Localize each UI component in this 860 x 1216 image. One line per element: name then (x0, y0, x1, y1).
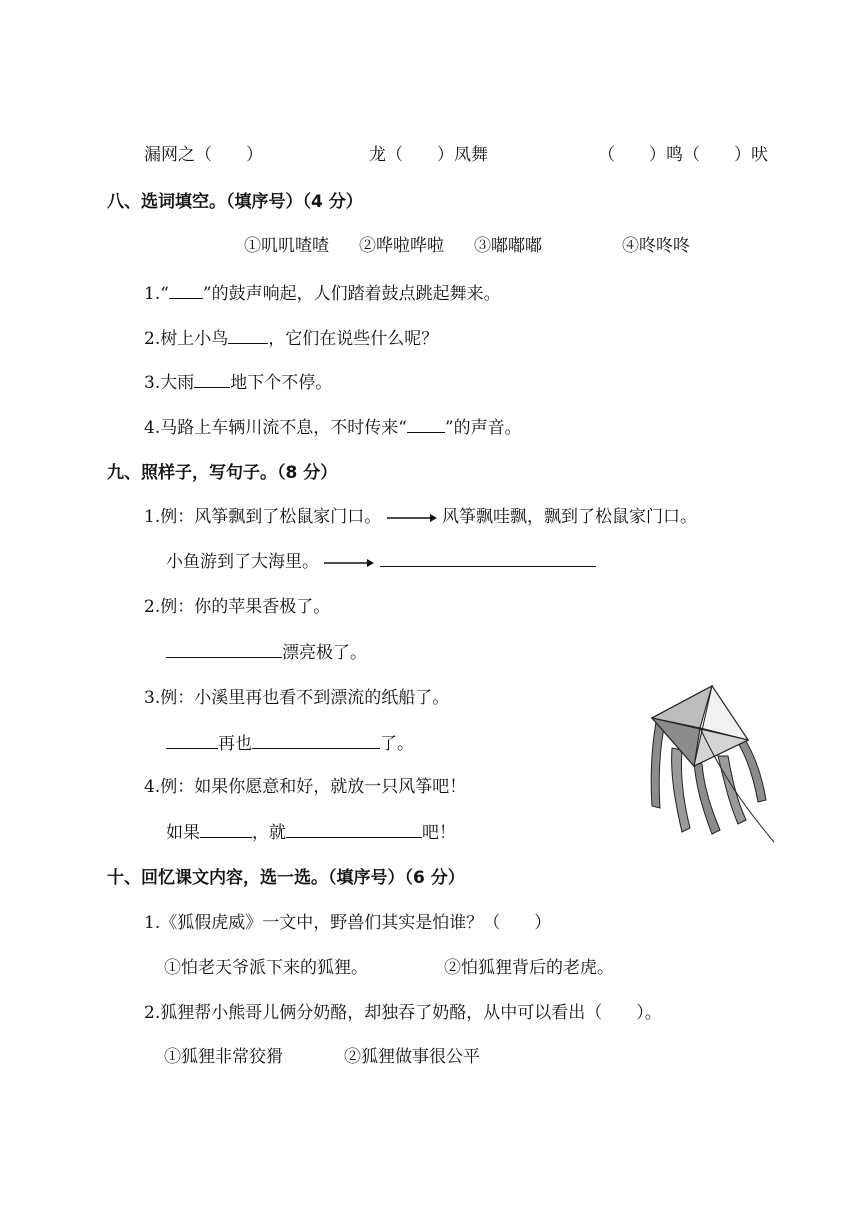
answer-blank[interactable] (166, 640, 282, 658)
kite-illustration (642, 684, 776, 844)
sentence-task-4 (166, 820, 456, 845)
answer-blank[interactable] (380, 549, 596, 567)
question-text: ”的鼓声响起，人们踏着鼓点跳起舞来。 (202, 284, 501, 304)
idiom-blank-2: 龙（ ）凤舞 (369, 145, 488, 165)
recall-q2-option-2: ②狐狸做事很公平 (344, 1047, 480, 1067)
fill-question-1 (144, 281, 501, 306)
arrow-right-icon (324, 557, 374, 569)
word-option-3: ③嘟嘟嘟 (474, 236, 542, 256)
fill-question-2 (144, 326, 438, 351)
task-text: ，就 (252, 823, 286, 843)
question-text: 2.树上小鸟 (144, 329, 229, 349)
arrow-right-icon (387, 512, 437, 524)
recall-q1-option-1: ①怕老天爷派下来的狐狸。 (164, 958, 368, 978)
task-text: 如果 (166, 823, 200, 843)
sentence-task-3 (166, 731, 414, 756)
answer-blank[interactable] (194, 370, 230, 388)
recall-q2-option-1: ①狐狸非常狡猾 (164, 1047, 283, 1067)
sentence-task-1 (166, 549, 596, 574)
section-8-title: 八、选词填空。（填序号）（4 分） (107, 192, 363, 212)
section-9-title: 九、照样子，写句子。（8 分） (107, 463, 338, 483)
answer-blank[interactable] (200, 820, 252, 838)
answer-blank[interactable] (407, 415, 445, 433)
question-text: ，它们在说些什么呢？ (268, 329, 439, 349)
sentence-example-1 (144, 505, 697, 529)
example-text: 1.例：风筝飘到了松鼠家门口。 (144, 507, 382, 527)
section-10-title: 十、回忆课文内容，选一选。（填序号）（6 分） (107, 868, 465, 888)
question-text: 1.“ (144, 284, 169, 304)
question-text: ”的声音。 (444, 418, 522, 438)
fill-question-4 (144, 415, 522, 440)
task-text: 了。 (380, 734, 414, 754)
question-text: 3.大雨 (144, 373, 195, 393)
sentence-example-3: 3.例：小溪里再也看不到漂流的纸船了。 (144, 688, 450, 708)
answer-blank[interactable] (286, 820, 422, 838)
task-text: 漂亮极了。 (282, 643, 367, 663)
word-option-4: ④咚咚咚 (622, 236, 690, 256)
sentence-example-2: 2.例：你的苹果香极了。 (144, 597, 331, 617)
fill-question-3 (144, 370, 332, 395)
idiom-blank-1: 漏网之（ ） (144, 145, 263, 165)
recall-question-1: 1.《狐假虎威》一文中，野兽们其实是怕谁？（ ） (144, 913, 552, 933)
sentence-example-4: 4.例：如果你愿意和好，就放一只风筝吧！ (144, 777, 467, 797)
recall-question-2: 2.狐狸帮小熊哥儿俩分奶酪，却独吞了奶酪，从中可以看出（ ）。 (144, 1003, 662, 1023)
answer-blank[interactable] (252, 731, 380, 749)
task-text: 再也 (218, 734, 252, 754)
word-option-2: ②哗啦哗啦 (359, 236, 444, 256)
answer-blank[interactable] (169, 281, 203, 299)
question-text: 地下个不停。 (230, 373, 333, 393)
answer-blank[interactable] (166, 731, 218, 749)
example-result-text: 风筝飘哇飘，飘到了松鼠家门口。 (442, 507, 698, 527)
answer-blank[interactable] (228, 326, 268, 344)
idiom-blank-3: （ ）鸣（ ）吠 (598, 145, 768, 165)
word-option-1: ①叽叽喳喳 (244, 236, 329, 256)
recall-q1-option-2: ②怕狐狸背后的老虎。 (444, 958, 614, 978)
task-text: 吧！ (422, 823, 456, 843)
task-text: 小鱼游到了大海里。 (166, 552, 319, 572)
question-text: 4.马路上车辆川流不息，不时传来“ (144, 418, 407, 438)
sentence-task-2 (166, 640, 367, 665)
